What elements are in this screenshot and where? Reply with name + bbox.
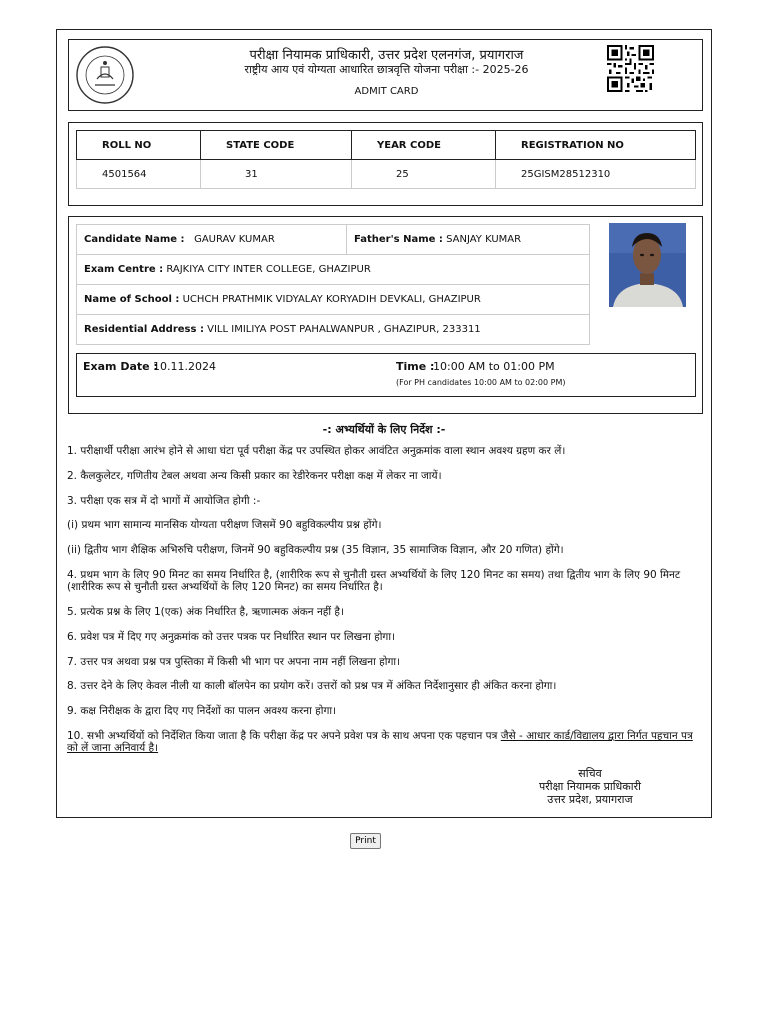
father-name-value: SANJAY KUMAR bbox=[446, 234, 522, 245]
exam-name: राष्ट्रीय आय एवं योग्यता आधारित छात्रवृत्ति योजना परीक्षा :- 2025-26 bbox=[244, 63, 529, 76]
instruction-5: 5. प्रत्येक प्रश्न के लिए 1(एक) अंक निर्धारित है, ऋणात्मक अंकन नहीं है। bbox=[67, 606, 344, 618]
exam-centre-value: RAJKIYA CITY INTER COLLEGE, GHAZIPUR bbox=[166, 264, 371, 275]
instruction-10-underlined: जैसे - आधार कार्ड/विद्यालय द्वारा निर्गत पहचान पत्र को लें जाना अनिवार्य है। bbox=[67, 730, 693, 754]
instructions-heading: -: अभ्यर्थियों के लिए निर्देश :- bbox=[322, 423, 446, 436]
father-name-cell bbox=[347, 225, 590, 255]
year-code-value: 25 bbox=[352, 160, 496, 189]
school-cell bbox=[77, 285, 590, 315]
print-button[interactable]: Print bbox=[350, 833, 381, 849]
codes-table bbox=[76, 130, 696, 189]
school-value: UCHCH PRATHMIK VIDYALAY KORYADIH DEVKALI, GHAZIPUR bbox=[182, 294, 481, 305]
school-label: Name of School : bbox=[84, 294, 180, 305]
candidate-photo bbox=[609, 223, 686, 307]
state-code-value: 31 bbox=[201, 160, 352, 189]
address-cell bbox=[77, 315, 590, 345]
state-code-header: STATE CODE bbox=[201, 131, 352, 160]
candidate-name-value: GAURAV KUMAR bbox=[194, 234, 275, 245]
address-label: Residential Address : bbox=[84, 324, 204, 335]
instruction-6: 6. प्रवेश पत्र में दिए गए अनुक्रमांक को उत्तर पत्रक पर निर्धारित स्थान पर लिखना होगा। bbox=[67, 631, 396, 643]
signature-block bbox=[535, 767, 645, 806]
registration-no-header: REGISTRATION NO bbox=[496, 131, 696, 160]
address-row bbox=[77, 315, 590, 345]
centre-row bbox=[77, 255, 590, 285]
codes-header-row bbox=[77, 131, 696, 160]
instruction-7: 7. उत्तर पत्र अथवा प्रश्न पत्र पुस्तिका में किसी भी भाग पर अपना नाम नहीं लिखना होगा। bbox=[67, 656, 401, 668]
codes-value-row bbox=[77, 160, 696, 189]
exam-date-value: 10.11.2024 bbox=[153, 360, 216, 373]
instruction-10 bbox=[67, 730, 703, 754]
qr-code-icon bbox=[607, 45, 654, 92]
candidate-name-cell bbox=[77, 225, 347, 255]
school-row bbox=[77, 285, 590, 315]
instruction-3-i: (i) प्रथम भाग सामान्य मानसिक योग्यता परीक्षण जिसमें 90 बहुविकल्पीय प्रश्न होंगे। bbox=[67, 519, 382, 531]
signature-office: परीक्षा नियामक प्राधिकारी bbox=[539, 780, 641, 793]
instruction-3-ii: (ii) द्वितीय भाग शैक्षिक अभिरुचि परीक्षण, जिनमें 90 बहुविकल्पीय प्रश्न (35 विज्ञान, 35 सामाजिक विज्ञान, और 20 गणित) होंगे। bbox=[67, 544, 564, 556]
signature-location: उत्तर प्रदेश, प्रयागराज bbox=[547, 793, 633, 806]
signature-designation: सचिव bbox=[578, 767, 602, 780]
admit-card bbox=[56, 29, 712, 818]
name-row bbox=[77, 225, 590, 255]
registration-no-value: 25GISM28512310 bbox=[496, 160, 696, 189]
candidate-table bbox=[76, 224, 590, 345]
authority-title: परीक्षा नियामक प्राधिकारी, उत्तर प्रदेश एलनगंज, प्रयागराज bbox=[249, 48, 524, 63]
card-header bbox=[68, 39, 703, 111]
admit-card-title: ADMIT CARD bbox=[354, 86, 419, 97]
year-code-header: YEAR CODE bbox=[352, 131, 496, 160]
instruction-2: 2. कैलकुलेटर, गणितीय टेबल अथवा अन्य किसी प्रकार का रेडीरेकनर परीक्षा कक्ष में लेकर ना जायें। bbox=[67, 470, 442, 482]
exam-time-label: Time : bbox=[396, 360, 435, 373]
exam-centre-label: Exam Centre : bbox=[84, 264, 164, 275]
exam-centre-cell bbox=[77, 255, 590, 285]
instruction-3: 3. परीक्षा एक सत्र में दो भागों में आयोजित होगी :- bbox=[67, 495, 261, 507]
instruction-1: 1. परीक्षार्थी परीक्षा आरंभ होने से आधा घंटा पूर्व परीक्षा केंद्र पर उपस्थित होकर आवंटित अनुक्रमांक वाला स्थान अवश्य ग्रहण कर लें। bbox=[67, 445, 566, 457]
instruction-8: 8. उत्तर देने के लिए केवल नीली या काली बॉलपेन का प्रयोग करें। उत्तरों को प्रश्न पत्र में अंकित निर्देशानुसार ही अंकित करना होगा। bbox=[67, 680, 557, 692]
instruction-4: 4. प्रथम भाग के लिए 90 मिनट का समय निर्धारित है, (शारीरिक रूप से चुनौती ग्रस्त अभ्यर्थियों के लिए 120 मिनट का समय) तथा द्वितीय भाग के लिए 90 मिनट (शारीरिक रूप से चुनौती ग्रस्त अभ्यर्थियों के लिए 120 मिनट) का समय निर्धारित है। bbox=[67, 569, 681, 593]
exam-time-value: 10:00 AM to 01:00 PM bbox=[433, 360, 555, 373]
instruction-9: 9. कक्ष निरीक्षक के द्वारा दिए गए निर्देशों का पालन अवश्य करना होगा। bbox=[67, 705, 337, 717]
address-value: VILL IMILIYA POST PAHALWANPUR , GHAZIPUR, 233311 bbox=[207, 324, 481, 335]
ph-time-note: (For PH candidates 10:00 AM to 02:00 PM) bbox=[396, 378, 566, 387]
candidate-name-label: Candidate Name : bbox=[84, 234, 185, 245]
candidate-section bbox=[68, 216, 703, 414]
codes-section bbox=[68, 122, 703, 206]
roll-no-value: 4501564 bbox=[77, 160, 201, 189]
father-name-label: Father's Name : bbox=[354, 234, 443, 245]
exam-schedule bbox=[76, 353, 696, 397]
instruction-10-text: 10. सभी अभ्यर्थियों को निर्देशित किया जाता है कि परीक्षा केंद्र पर अपने प्रवेश पत्र के साथ अपना एक पहचान पत्र bbox=[67, 730, 501, 742]
roll-no-header: ROLL NO bbox=[77, 131, 201, 160]
exam-date-label: Exam Date : bbox=[83, 360, 158, 373]
